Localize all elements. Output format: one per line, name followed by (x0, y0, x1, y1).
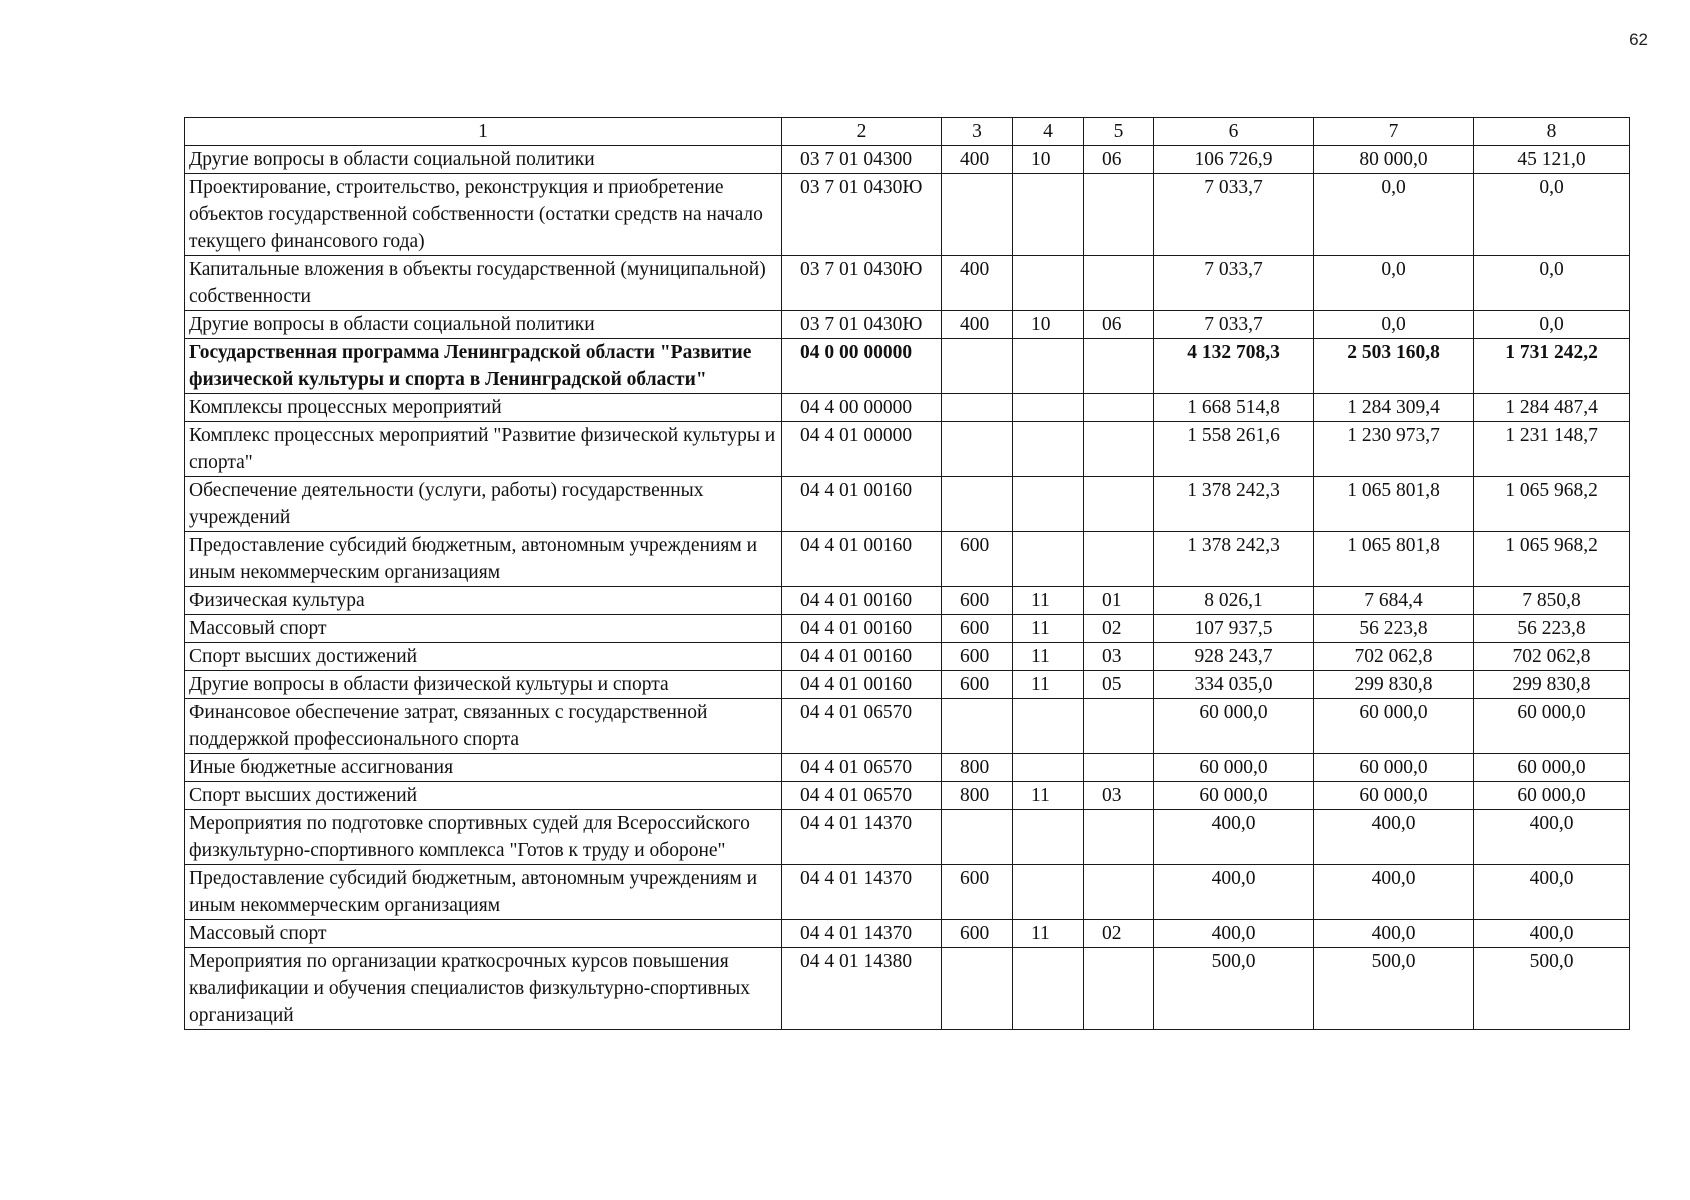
amount-col6-cell: 1 378 242,3 (1154, 477, 1314, 532)
amount-col6-cell: 928 243,7 (1154, 643, 1314, 671)
item-name-cell: Предоставление субсидий бюджетным, автономным учреждениям и иным некоммерческим организациям (185, 532, 782, 587)
amount-col6-cell: 60 000,0 (1154, 782, 1314, 810)
amount-col7-cell: 1 065 801,8 (1314, 477, 1474, 532)
amount-col8-cell: 400,0 (1474, 920, 1630, 948)
item-name-cell: Мероприятия по подготовке спортивных судей для Всероссийского физкультурно-спортивного комплекса "Готов к труду и обороне" (185, 810, 782, 865)
amount-col7-cell: 1 065 801,8 (1314, 532, 1474, 587)
amount-col6-cell: 7 033,7 (1154, 311, 1314, 339)
target-code-cell: 03 7 01 04300 (782, 146, 942, 174)
item-name-cell: Массовый спорт (185, 615, 782, 643)
amount-col6-cell: 107 937,5 (1154, 615, 1314, 643)
section-cell: 11 (1013, 671, 1084, 699)
expense-type-cell: 600 (942, 615, 1013, 643)
amount-col8-cell: 500,0 (1474, 948, 1630, 1030)
amount-col8-cell: 400,0 (1474, 865, 1630, 920)
subsection-cell (1084, 422, 1154, 477)
item-name-cell: Обеспечение деятельности (услуги, работы) государственных учреждений (185, 477, 782, 532)
amount-col8-cell: 56 223,8 (1474, 615, 1630, 643)
amount-col6-cell: 8 026,1 (1154, 587, 1314, 615)
amount-col8-cell: 0,0 (1474, 256, 1630, 311)
expense-type-cell: 600 (942, 643, 1013, 671)
section-cell (1013, 699, 1084, 754)
expense-type-cell (942, 394, 1013, 422)
item-name-cell: Иные бюджетные ассигнования (185, 754, 782, 782)
amount-col6-cell: 1 668 514,8 (1154, 394, 1314, 422)
amount-col6-cell: 400,0 (1154, 865, 1314, 920)
table-row (185, 699, 1630, 754)
page-number: 62 (1629, 30, 1648, 49)
amount-col7-cell: 2 503 160,8 (1314, 339, 1474, 394)
table-row (185, 174, 1630, 256)
amount-col7-cell: 500,0 (1314, 948, 1474, 1030)
expense-type-cell (942, 477, 1013, 532)
table-body (185, 118, 1630, 1030)
amount-col8-cell: 702 062,8 (1474, 643, 1630, 671)
amount-col8-cell: 60 000,0 (1474, 699, 1630, 754)
column-number-3: 3 (942, 118, 1013, 146)
item-name-cell: Другие вопросы в области физической культуры и спорта (185, 671, 782, 699)
amount-col7-cell: 400,0 (1314, 920, 1474, 948)
amount-col6-cell: 60 000,0 (1154, 754, 1314, 782)
item-name-cell: Проектирование, строительство, реконструкция и приобретение объектов государственной собственности (остатки средств на начало текущего финансового года) (185, 174, 782, 256)
section-cell (1013, 948, 1084, 1030)
item-name-cell: Массовый спорт (185, 920, 782, 948)
section-cell (1013, 532, 1084, 587)
table-row (185, 146, 1630, 174)
amount-col7-cell: 0,0 (1314, 311, 1474, 339)
amount-col8-cell: 299 830,8 (1474, 671, 1630, 699)
subsection-cell: 03 (1084, 643, 1154, 671)
section-cell: 11 (1013, 782, 1084, 810)
amount-col6-cell: 7 033,7 (1154, 256, 1314, 311)
amount-col8-cell: 45 121,0 (1474, 146, 1630, 174)
expense-type-cell (942, 810, 1013, 865)
table-header-row (185, 118, 1630, 146)
table-row (185, 615, 1630, 643)
amount-col8-cell: 400,0 (1474, 810, 1630, 865)
subsection-cell (1084, 754, 1154, 782)
target-code-cell: 04 0 00 00000 (782, 339, 942, 394)
section-cell (1013, 174, 1084, 256)
amount-col7-cell: 60 000,0 (1314, 699, 1474, 754)
table-row (185, 920, 1630, 948)
amount-col7-cell: 1 284 309,4 (1314, 394, 1474, 422)
item-name-cell: Капитальные вложения в объекты государственной (муниципальной) собственности (185, 256, 782, 311)
column-number-8: 8 (1474, 118, 1630, 146)
expense-type-cell (942, 948, 1013, 1030)
target-code-cell: 04 4 01 14370 (782, 865, 942, 920)
table-row (185, 339, 1630, 394)
amount-col7-cell: 7 684,4 (1314, 587, 1474, 615)
target-code-cell: 04 4 01 00000 (782, 422, 942, 477)
amount-col8-cell: 1 065 968,2 (1474, 532, 1630, 587)
amount-col8-cell: 0,0 (1474, 311, 1630, 339)
table-row (185, 587, 1630, 615)
expense-type-cell: 600 (942, 865, 1013, 920)
subsection-cell (1084, 699, 1154, 754)
table-row (185, 643, 1630, 671)
section-cell (1013, 477, 1084, 532)
amount-col8-cell: 0,0 (1474, 174, 1630, 256)
section-cell (1013, 256, 1084, 311)
target-code-cell: 04 4 01 00160 (782, 615, 942, 643)
amount-col7-cell: 56 223,8 (1314, 615, 1474, 643)
amount-col8-cell: 60 000,0 (1474, 754, 1630, 782)
target-code-cell: 04 4 01 14380 (782, 948, 942, 1030)
subsection-cell: 06 (1084, 311, 1154, 339)
target-code-cell: 04 4 01 06570 (782, 699, 942, 754)
amount-col7-cell: 0,0 (1314, 256, 1474, 311)
table-row (185, 532, 1630, 587)
budget-table (184, 117, 1630, 1030)
amount-col8-cell: 1 284 487,4 (1474, 394, 1630, 422)
amount-col6-cell: 400,0 (1154, 810, 1314, 865)
table-row (185, 422, 1630, 477)
amount-col7-cell: 60 000,0 (1314, 754, 1474, 782)
item-name-cell: Другие вопросы в области социальной политики (185, 311, 782, 339)
amount-col8-cell: 1 065 968,2 (1474, 477, 1630, 532)
amount-col8-cell: 1 231 148,7 (1474, 422, 1630, 477)
table-row (185, 477, 1630, 532)
table-row (185, 948, 1630, 1030)
section-cell: 11 (1013, 920, 1084, 948)
amount-col6-cell: 4 132 708,3 (1154, 339, 1314, 394)
item-name-cell: Спорт высших достижений (185, 782, 782, 810)
section-cell: 11 (1013, 615, 1084, 643)
subsection-cell (1084, 477, 1154, 532)
target-code-cell: 03 7 01 0430Ю (782, 256, 942, 311)
amount-col7-cell: 299 830,8 (1314, 671, 1474, 699)
table-row (185, 810, 1630, 865)
amount-col8-cell: 1 731 242,2 (1474, 339, 1630, 394)
amount-col7-cell: 400,0 (1314, 810, 1474, 865)
expense-type-cell: 400 (942, 311, 1013, 339)
subsection-cell (1084, 174, 1154, 256)
expense-type-cell: 400 (942, 146, 1013, 174)
target-code-cell: 04 4 01 06570 (782, 754, 942, 782)
expense-type-cell (942, 422, 1013, 477)
column-number-4: 4 (1013, 118, 1084, 146)
table-row (185, 754, 1630, 782)
subsection-cell (1084, 865, 1154, 920)
amount-col7-cell: 0,0 (1314, 174, 1474, 256)
subsection-cell (1084, 394, 1154, 422)
section-cell (1013, 339, 1084, 394)
subsection-cell (1084, 256, 1154, 311)
amount-col6-cell: 1 558 261,6 (1154, 422, 1314, 477)
subsection-cell (1084, 532, 1154, 587)
amount-col6-cell: 60 000,0 (1154, 699, 1314, 754)
subsection-cell: 03 (1084, 782, 1154, 810)
subsection-cell: 01 (1084, 587, 1154, 615)
item-name-cell: Государственная программа Ленинградской области "Развитие физической культуры и спорта в Ленинградской области" (185, 339, 782, 394)
section-cell: 10 (1013, 146, 1084, 174)
amount-col8-cell: 60 000,0 (1474, 782, 1630, 810)
column-number-2: 2 (782, 118, 942, 146)
target-code-cell: 04 4 00 00000 (782, 394, 942, 422)
amount-col6-cell: 7 033,7 (1154, 174, 1314, 256)
item-name-cell: Финансовое обеспечение затрат, связанных с государственной поддержкой профессионального спорта (185, 699, 782, 754)
column-number-1: 1 (185, 118, 782, 146)
amount-col6-cell: 106 726,9 (1154, 146, 1314, 174)
subsection-cell: 05 (1084, 671, 1154, 699)
amount-col6-cell: 334 035,0 (1154, 671, 1314, 699)
subsection-cell (1084, 948, 1154, 1030)
amount-col7-cell: 1 230 973,7 (1314, 422, 1474, 477)
expense-type-cell (942, 339, 1013, 394)
section-cell (1013, 810, 1084, 865)
item-name-cell: Спорт высших достижений (185, 643, 782, 671)
amount-col6-cell: 1 378 242,3 (1154, 532, 1314, 587)
target-code-cell: 04 4 01 00160 (782, 671, 942, 699)
column-number-5: 5 (1084, 118, 1154, 146)
subsection-cell (1084, 810, 1154, 865)
column-number-7: 7 (1314, 118, 1474, 146)
amount-col6-cell: 400,0 (1154, 920, 1314, 948)
amount-col7-cell: 60 000,0 (1314, 782, 1474, 810)
table-row (185, 394, 1630, 422)
target-code-cell: 04 4 01 06570 (782, 782, 942, 810)
amount-col8-cell: 7 850,8 (1474, 587, 1630, 615)
target-code-cell: 04 4 01 14370 (782, 920, 942, 948)
table-row (185, 782, 1630, 810)
item-name-cell: Физическая культура (185, 587, 782, 615)
section-cell (1013, 865, 1084, 920)
subsection-cell: 02 (1084, 920, 1154, 948)
table-row (185, 256, 1630, 311)
expense-type-cell: 600 (942, 671, 1013, 699)
expense-type-cell: 600 (942, 532, 1013, 587)
item-name-cell: Мероприятия по организации краткосрочных курсов повышения квалификации и обучения специалистов физкультурно-спортивных организаций (185, 948, 782, 1030)
section-cell: 10 (1013, 311, 1084, 339)
section-cell (1013, 394, 1084, 422)
table-row (185, 311, 1630, 339)
item-name-cell: Предоставление субсидий бюджетным, автономным учреждениям и иным некоммерческим организациям (185, 865, 782, 920)
target-code-cell: 03 7 01 0430Ю (782, 311, 942, 339)
subsection-cell (1084, 339, 1154, 394)
expense-type-cell: 800 (942, 782, 1013, 810)
table-row (185, 671, 1630, 699)
subsection-cell: 06 (1084, 146, 1154, 174)
target-code-cell: 03 7 01 0430Ю (782, 174, 942, 256)
item-name-cell: Комплексы процессных мероприятий (185, 394, 782, 422)
expense-type-cell: 800 (942, 754, 1013, 782)
target-code-cell: 04 4 01 00160 (782, 587, 942, 615)
section-cell (1013, 754, 1084, 782)
table-row (185, 865, 1630, 920)
section-cell: 11 (1013, 643, 1084, 671)
amount-col6-cell: 500,0 (1154, 948, 1314, 1030)
amount-col7-cell: 80 000,0 (1314, 146, 1474, 174)
section-cell: 11 (1013, 587, 1084, 615)
target-code-cell: 04 4 01 00160 (782, 532, 942, 587)
column-number-6: 6 (1154, 118, 1314, 146)
item-name-cell: Другие вопросы в области социальной политики (185, 146, 782, 174)
expense-type-cell: 600 (942, 920, 1013, 948)
item-name-cell: Комплекс процессных мероприятий "Развитие физической культуры и спорта" (185, 422, 782, 477)
amount-col7-cell: 400,0 (1314, 865, 1474, 920)
target-code-cell: 04 4 01 00160 (782, 643, 942, 671)
target-code-cell: 04 4 01 00160 (782, 477, 942, 532)
expense-type-cell: 600 (942, 587, 1013, 615)
expense-type-cell: 400 (942, 256, 1013, 311)
amount-col7-cell: 702 062,8 (1314, 643, 1474, 671)
expense-type-cell (942, 174, 1013, 256)
section-cell (1013, 422, 1084, 477)
target-code-cell: 04 4 01 14370 (782, 810, 942, 865)
expense-type-cell (942, 699, 1013, 754)
subsection-cell: 02 (1084, 615, 1154, 643)
